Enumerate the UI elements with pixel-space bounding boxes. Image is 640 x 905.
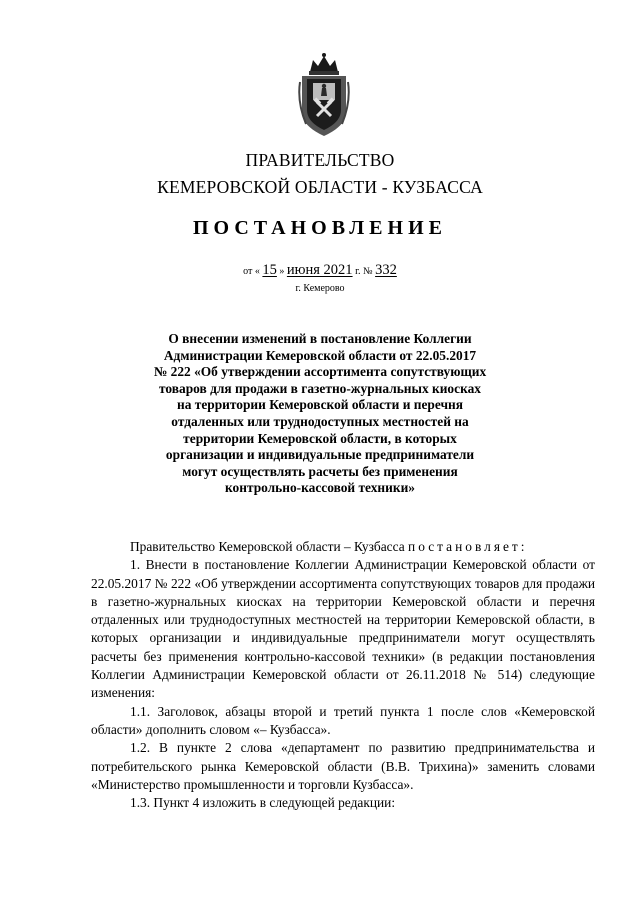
date-year-suffix: г. bbox=[355, 266, 361, 277]
preamble-text: Правительство Кемеровской области – Кузбасса bbox=[130, 539, 405, 554]
paragraph-1: 1. Внести в постановление Коллегии Администрации Кемеровской области от 22.05.2017 № 222 «Об утверждении ассортимента сопутствующих товаров для продажи в газетно-журнальных киосках на территории Кемеровской области и перечня отдаленных или труднодоступных местностей на территории Кемеровской области, в которых организации и индивидуальные предприниматели могут осуществлять расчеты без применения контрольно-кассовой техники» (в редакции постановления Коллегии Администрации Кемеровской области от 26.11.2018 № 514) следующие изменения: bbox=[91, 557, 595, 701]
coat-of-arms-icon bbox=[296, 52, 352, 138]
subject-line: Администрации Кемеровской области от 22.05.2017 bbox=[163, 347, 477, 363]
paragraph-1-2: 1.2. В пункте 2 слова «департамент по развитию предпринимательства и потребительского рынка Кемеровской области (В.В. Трихина)» заменить словами «Министерство промышленности и торговли Кузбасса». bbox=[91, 740, 595, 792]
subject-line: товаров для продажи в газетно-журнальных киосках bbox=[159, 380, 481, 396]
government-region: КЕМЕРОВСКОЙ ОБЛАСТИ - КУЗБАССА bbox=[157, 177, 483, 197]
city: г. Кемерово bbox=[295, 283, 345, 294]
document-body bbox=[91, 538, 595, 812]
document-subject bbox=[140, 331, 500, 497]
number-sign: № bbox=[363, 266, 373, 277]
preamble bbox=[91, 538, 595, 556]
paragraph-1-1: 1.1. Заголовок, абзацы второй и третий пункта 1 после слов «Кемеровской области» дополнить словом «– Кузбасса». bbox=[91, 703, 595, 737]
subject-line: могут осуществлять расчеты без применения bbox=[182, 463, 458, 479]
subject-line: контрольно-кассовой техники» bbox=[225, 480, 415, 496]
subject-line: на территории Кемеровской области и перечня bbox=[176, 397, 463, 413]
subject-line: № 222 «Об утверждении ассортимента сопутствующих bbox=[153, 364, 487, 380]
date-day: 15 bbox=[262, 262, 277, 278]
subject-line: территории Кемеровской области, в которых bbox=[183, 430, 457, 446]
date-prefix: от « bbox=[243, 266, 260, 277]
document-number: 332 bbox=[375, 262, 397, 278]
preamble-decrees: постановляет: bbox=[408, 539, 528, 554]
date-line bbox=[0, 262, 640, 280]
subject-line: О внесении изменений в постановление Коллегии bbox=[168, 331, 472, 346]
government-title: ПРАВИТЕЛЬСТВО bbox=[245, 150, 395, 170]
date-mid: » bbox=[279, 266, 285, 277]
subject-line: организации и индивидуальные предприниматели bbox=[165, 447, 475, 463]
paragraph-1-3: 1.3. Пункт 4 изложить в следующей редакции: bbox=[130, 795, 396, 811]
subject-line: отдаленных или труднодоступных местностей на bbox=[171, 413, 469, 429]
date-month-year: июня 2021 bbox=[286, 262, 353, 278]
document-type: ПОСТАНОВЛЕНИЕ bbox=[193, 217, 447, 239]
